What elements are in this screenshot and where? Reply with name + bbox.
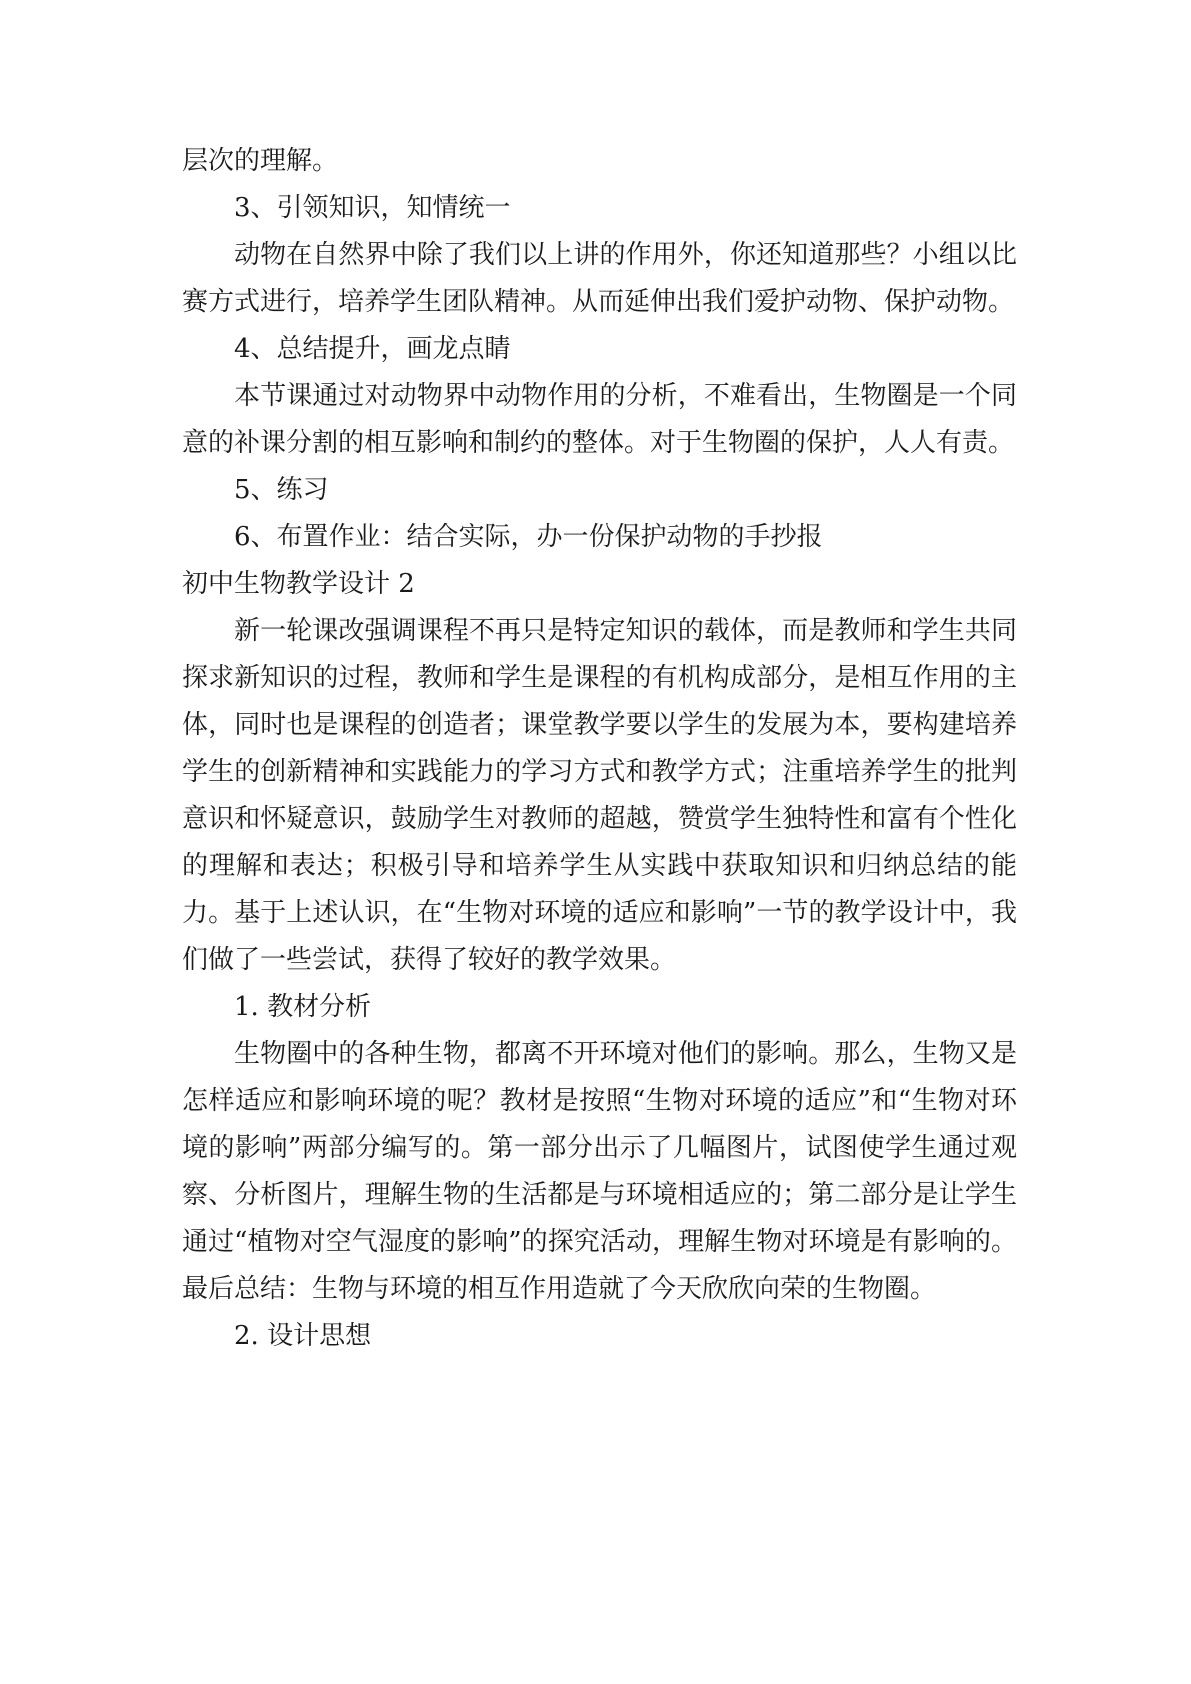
heading-summary: 4、总结提升，画龙点睛 [234, 334, 511, 364]
paragraph-continuation: 层次的理解。 [182, 146, 339, 176]
paragraph-animal-roles: 动物在自然界中除了我们以上讲的作用外，你还知道那些？小组以比赛方式进行，培养学生团队精神。从而延伸出我们爱护动物、保护动物。 [182, 240, 1017, 317]
heading-homework: 6、布置作业：结合实际，办一份保护动物的手抄报 [234, 522, 823, 552]
heading-design-idea: 2. 设计思想 [234, 1321, 372, 1351]
paragraph-summary: 本节课通过对动物界中动物作用的分析，不难看出，生物圈是一个同意的补课分割的相互影响和制约的整体。对于生物圈的保护，人人有责。 [182, 381, 1017, 458]
section-title-design-2: 初中生物教学设计 2 [182, 569, 415, 599]
heading-practice: 5、练习 [234, 475, 329, 505]
heading-guide-knowledge: 3、引领知识，知情统一 [234, 193, 511, 223]
heading-textbook-analysis: 1. 教材分析 [234, 992, 372, 1022]
paragraph-textbook-analysis: 生物圈中的各种生物，都离不开环境对他们的影响。那么，生物又是怎样适应和影响环境的呢？教材是按照“生物对环境的适应”和“生物对环境的影响”两部分编写的。第一部分出示了几幅图片，试图使学生通过观察、分析图片，理解生物的生活都是与环境相适应的；第二部分是让学生通过“植物对空气湿度的影响”的探究活动，理解生物对环境是有影响的。最后总结：生物与环境的相互作用造就了今天欣欣向荣的生物圈。 [182, 1039, 1017, 1304]
paragraph-curriculum-reform: 新一轮课改强调课程不再只是特定知识的载体，而是教师和学生共同探求新知识的过程，教师和学生是课程的有机构成部分，是相互作用的主体，同时也是课程的创造者；课堂教学要以学生的发展为本，要构建培养学生的创新精神和实践能力的学习方式和教学方式；注重培养学生的批判意识和怀疑意识，鼓励学生对教师的超越，赞赏学生独特性和富有个性化的理解和表达；积极引导和培养学生从实践中获取知识和归纳总结的能力。基于上述认识，在“生物对环境的适应和影响”一节的教学设计中，我们做了一些尝试，获得了较好的教学效果。 [182, 616, 1017, 975]
document-body [182, 138, 1017, 1360]
